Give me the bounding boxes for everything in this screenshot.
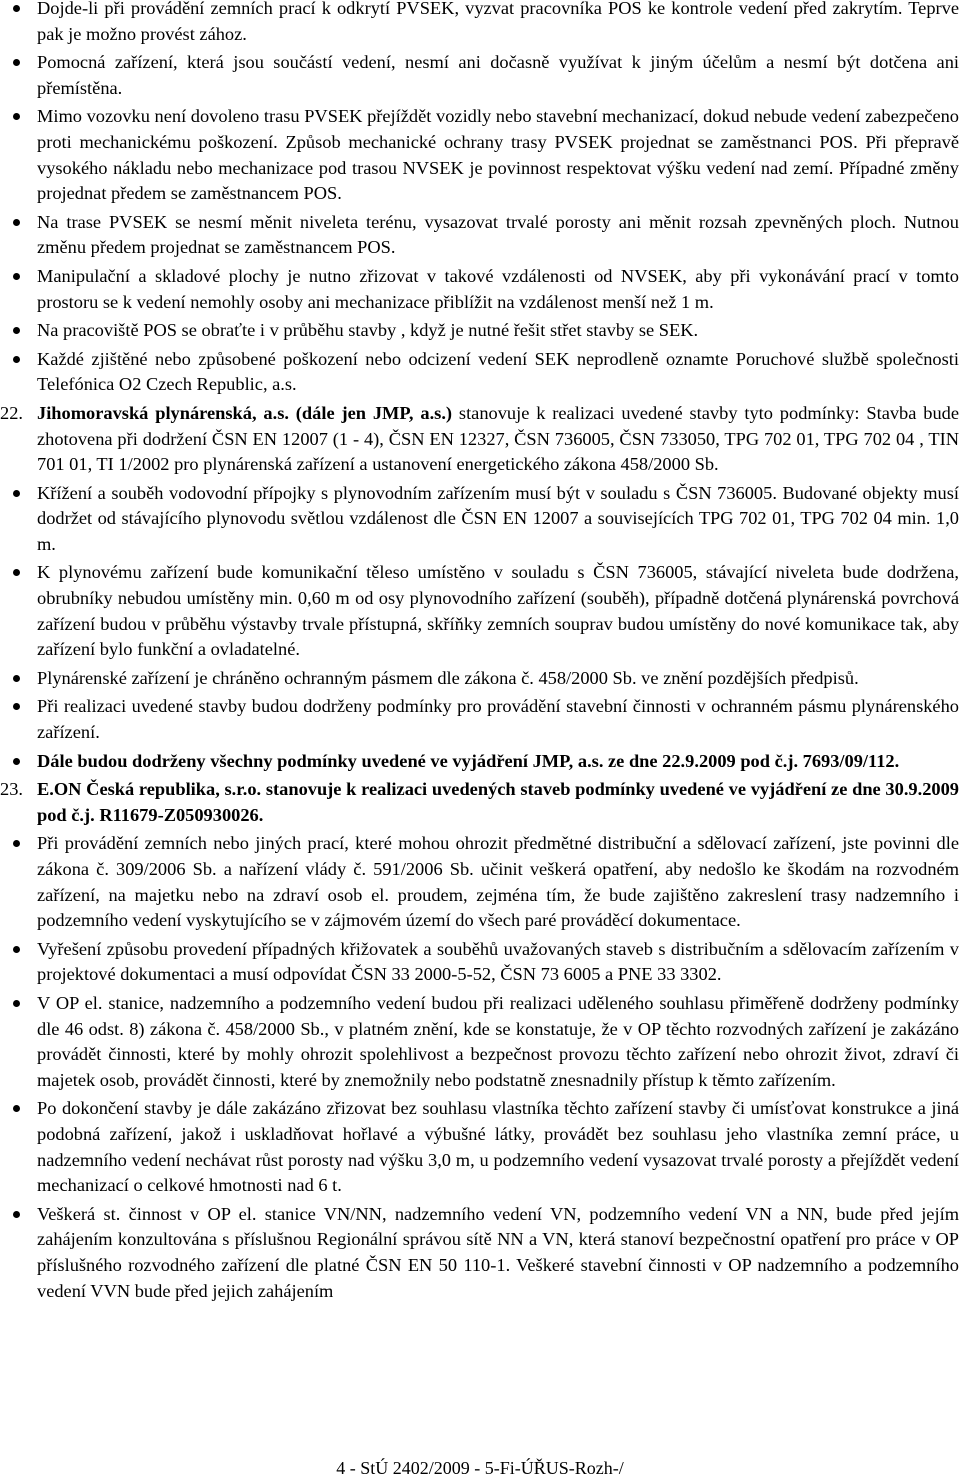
bullet-icon	[6, 0, 26, 22]
item-text: V OP el. stanice, nadzemního a podzemního vedení budou při realizaci uděleného souhlasu přiměřeně dodrženy podmínky dle 46 odst. 8) zákona č. 458/2000 Sb., v platném znění, kde se konstatuje, že v OP těchto rozvodných zařízení je zakázáno provádět činnosti, které by mohly ohrozit spolehlivost a bezpečnost provozu těchto zařízení nebo ohrozit život, zdraví či majetek osob, provádět činnosti, které by znemožnily nebo podstatně znesnadnily přístup k těmto zařízením.	[37, 992, 959, 1090]
item-text: Na pracoviště POS se obraťte i v průběhu stavby , když je nutné řešit střet stavby se SEK.	[37, 320, 699, 341]
bullet-item	[37, 694, 959, 745]
bullet-item	[37, 481, 959, 558]
item-text: Po dokončení stavby je dále zakázáno zřizovat bez souhlasu vlastníka těchto zařízení stavby či umísťovat konstrukce a jiná podobná zařízení, jakož i uskladňovat hořlavé a výbušné látky, provádět bez souhlasu jeho vlastníka zemní práce, u nadzemního vedení nechávat růst porosty nad výšku 3,0 m, u podzemního vedení vysazovat trvalé porosty a přejíždět vedení mechanizací o celkové hmotnosti nad 6 t.	[37, 1098, 959, 1196]
numbered-section	[0, 401, 959, 478]
item-text: Při realizaci uvedené stavby budou dodrženy podmínky pro provádění stavební činnosti v ochranném pásmu plynárenského zařízení.	[37, 696, 959, 743]
item-text: Dojde-li při provádění zemních prací k odkrytí PVSEK, vyzvat pracovníka POS ke kontrole vedení před zakrytím. Teprve pak je možno provést zához.	[37, 0, 959, 44]
numbered-section	[0, 777, 959, 828]
bullet-icon	[6, 210, 26, 236]
section-number: 22.	[0, 402, 23, 423]
bullet-item	[37, 104, 959, 206]
item-text: Mimo vozovku není dovoleno trasu PVSEK přejíždět vozidly nebo stavební mechanizací, dokud nebude vedení zabezpečeno proti mechanickému poškození. Způsob mechanické ochrany trasy PVSEK projednat se zaměstnanci POS. Při přepravě vysokého nákladu nebo mechanizace pod trasou NVSEK je povinnost respektovat výšku vedení nad zemí. Případné změny projednat předem se zaměstnancem POS.	[37, 106, 959, 204]
bullet-item	[37, 50, 959, 101]
bold-text: Dále budou dodrženy všechny podmínky uvedené ve vyjádření JMP, a.s. ze dne 22.9.2009 pod č.j. 7693/09/112.	[37, 750, 900, 771]
bullet-icon	[6, 264, 26, 290]
bullet-item	[37, 1096, 959, 1198]
bullet-icon	[6, 1202, 26, 1228]
item-text: K plynovému zařízení bude komunikační těleso umístěno v souladu s ČSN 736005, stávající niveleta bude dodržena, obrubníky nebudou umístěny min. 0,60 m od osy plynovodního zařízení (souběh), případně dotčená plynárenská povrchová zařízení budou v průběhu výstavby trvale přístupná, skříňky zemních souprav budou umístěny do nové komunikace tak, aby zařízení bylo funkční a ovladatelné.	[37, 562, 959, 660]
item-text: Vyřešení způsobu provedení případných křižovatek a souběhů uvažovaných staveb s distribučním a sdělovacím zařízením v projektové dokumentaci a musí odpovídat ČSN 33 2000-5-52, ČSN 73 6005 a PNE 33 3302.	[37, 938, 959, 985]
bold-text: Jihomoravská plynárenská, a.s. (dále jen JMP, a.s.)	[37, 402, 453, 423]
bullet-item	[37, 991, 959, 1093]
bullet-icon	[6, 481, 26, 507]
bullet-item	[37, 560, 959, 662]
bullet-item	[37, 749, 959, 775]
item-text: Manipulační a skladové plochy je nutno zřizovat v takové vzdálenosti od NVSEK, aby při vykonávání prací v tomto prostoru se k vedení nemohly osoby ani mechanizace přiblížit na vzdálenost menší než 1 m.	[37, 265, 959, 312]
bullet-icon	[6, 318, 26, 344]
section-number: 23.	[0, 779, 23, 800]
item-text: Veškerá st. činnost v OP el. stanice VN/NN, nadzemního vedení VN, podzemního vedení VN a NN, bude před jejím zahájením konzultována s příslušnou Regionální správou sítě NN a VN, která stanoví bezpečnostní opatření pro práce v OP příslušného rozvodného zařízení dle platné ČSN EN 50 110-1. Veškeré stavební činnosti v OP nadzemního a podzemního vedení VVN bude před jejich zahájením	[37, 1203, 959, 1301]
bullet-item	[37, 1202, 959, 1304]
bullet-item	[37, 347, 959, 398]
bullet-icon	[6, 694, 26, 720]
bullet-icon	[6, 50, 26, 76]
bullet-icon	[6, 1096, 26, 1122]
bullet-icon	[6, 560, 26, 586]
bullet-item	[37, 937, 959, 988]
bullet-item	[37, 831, 959, 933]
page-footer: 4 - StÚ 2402/2009 - 5-Fi-ÚŘUS-Rozh-/	[336, 1458, 624, 1478]
item-text: Každé zjištěné nebo způsobené poškození nebo odcizení vedení SEK neprodleně oznamte Poruchové službě společnosti Telefónica O2 Czech Republic, a.s.	[37, 348, 959, 395]
bullet-icon	[6, 347, 26, 373]
bullet-icon	[6, 104, 26, 130]
bold-text: E.ON Česká republika, s.r.o. stanovuje k realizaci uvedených staveb podmínky uvedené ve vyjádření ze dne 30.9.2009 pod č.j. R11679-Z050930026.	[37, 779, 959, 825]
bullet-item	[37, 318, 959, 344]
bullet-icon	[6, 749, 26, 775]
item-text: stanovuje k realizaci uvedené stavby tyto podmínky: Stavba bude zhotovena při dodržení ČSN EN 12007 (1 - 4), ČSN EN 12327, ČSN 736005, ČSN 733050, TPG 702 01, TPG 702 04 , TIN 701 01, TI 1/2002 pro plynárenská zařízení a ustanovení energetického zákona 458/2000 Sb.	[37, 402, 959, 475]
bullet-icon	[6, 666, 26, 692]
item-text: Plynárenské zařízení je chráněno ochranným pásmem dle zákona č. 458/2000 Sb. ve znění pozdějších předpisů.	[37, 667, 859, 688]
bullet-item	[37, 264, 959, 315]
bullet-item	[37, 666, 959, 692]
item-text: Pomocná zařízení, která jsou součástí vedení, nesmí ani dočasně využívat k jiným účelům a nesmí být dotčena ani přemístěna.	[37, 52, 959, 98]
bullet-item	[37, 210, 959, 261]
item-text: Při provádění zemních nebo jiných prací, které mohou ohrozit předmětné distribuční a sdělovací zařízení, jste povinni dle zákona č. 309/2006 Sb. a nařízení vlády č. 591/2006 Sb. učinit veškerá opatření, aby nedošlo ke škodám na rozvodném zařízení, na majetku nebo na zdraví osob el. proudem, zejména tím, že bude zajištěno zakreslení trasy nadzemního i podzemního vedení vyskytujícího se v zájmovém území do všech paré prováděcí dokumentace.	[37, 833, 959, 931]
item-text: Na trase PVSEK se nesmí měnit niveleta terénu, vysazovat trvalé porosty ani měnit rozsah zpevněných ploch. Nutnou změnu předem projednat se zaměstnancem POS.	[37, 211, 959, 258]
bullet-item	[37, 0, 959, 47]
item-text: Křížení a souběh vodovodní přípojky s plynovodním zařízením musí být v souladu s ČSN 736005. Budované objekty musí dodržet od stávajícího plynovodu světlou vzdálenost dle ČSN EN 12007 a souvisejících TPG 702 01, TPG 702 04 min. 1,0 m.	[37, 482, 959, 554]
bullet-icon	[6, 991, 26, 1017]
bullet-icon	[6, 937, 26, 963]
bullet-icon	[6, 831, 26, 857]
